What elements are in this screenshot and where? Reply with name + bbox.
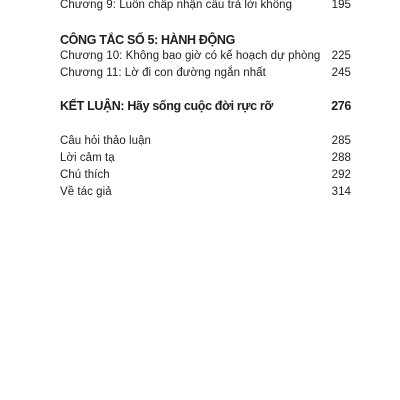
toc-entry-page-number: 245 [331,67,351,79]
toc-entry-page-number: 288 [331,152,351,164]
toc-section-title: CÔNG TẮC SỐ 5: HÀNH ĐỘNG [60,33,235,47]
toc-entry-conclusion[interactable] [60,99,351,113]
toc-entry-title: Về tác giả [60,186,112,198]
toc-entry-page-number: 276 [331,99,351,113]
toc-entry-page-number: 314 [331,186,351,198]
toc-entry-chapter-11[interactable] [60,67,351,79]
toc-entry-page-number: 225 [331,50,351,62]
toc-entry-discussion-questions[interactable] [60,135,351,147]
toc-entry-chapter-10[interactable] [60,50,351,62]
toc-entry-title: Câu hỏi thảo luận [60,135,152,147]
toc-entry-title: Lời cảm tạ [60,152,115,164]
toc-entry-title: Chương 10: Không bao giờ có kế hoạch dự phòng [60,50,321,62]
toc-entry-title: Chương 11: Lờ đi con đường ngắn nhất [60,67,266,79]
toc-entry-notes[interactable] [60,169,351,181]
toc-entry-about-author[interactable] [60,186,351,198]
toc-entry-page-number: 195 [331,0,351,11]
toc-entry-title: Chú thích [60,169,110,181]
toc-entry-title: Chương 9: Luôn chấp nhận câu trả lời không [60,0,293,11]
toc-entry-page-number: 292 [331,169,351,181]
toc-entry-page-number: 285 [331,135,351,147]
toc-section-heading-part-5 [60,33,351,47]
toc-entry-chapter-9[interactable] [60,0,351,11]
toc-entry-acknowledgements[interactable] [60,152,351,164]
toc-section-title: KẾT LUẬN: Hãy sống cuộc đời rực rỡ [60,99,273,113]
